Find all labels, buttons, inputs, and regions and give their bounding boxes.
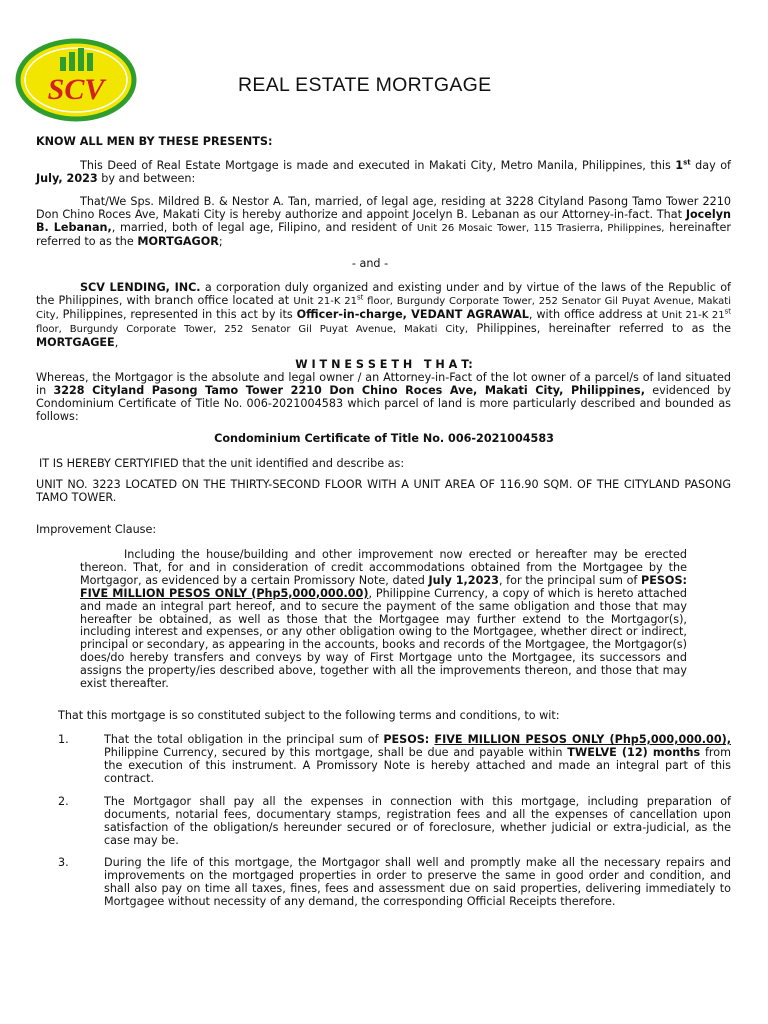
term-number: 2. (58, 795, 69, 808)
term-number: 3. (58, 856, 69, 869)
cct-heading: Condominium Certificate of Title No. 006-2021004583 (214, 432, 554, 445)
whereas-paragraph: Whereas, the Mortgagor is the absolute and legal owner / an Attorney-in-Fact of the lot owner of a parcel/s of land situated in 3228 Cityland Pasong Tamo Tower 2210 Don Chino Roces Ave, Makati City, Philippines, evidenced by Condominium Certificate of Title No. 006-2021004583 which parcel of land is more particularly described and bounded as follows: (36, 371, 731, 423)
improvement-paragraph: Including the house/building and other improvement now erected or hereafter may be erected thereon. That, for and in consideration of credit accommodations obtained from the Mortgagee by the Mortgagor, as evidenced by a certain Promissory Note, dated July 1,2023, for the principal sum of PESOS: FIVE MILLION PESOS ONLY (Php5,000,000.00), Philippine Currency, a copy of which is hereto attached and made an integral part hereof, and to secure the payment of the same obligation and those that may hereafter be obtained, as well as those that the Mortgagee may further extend to the Mortgagor(s), including interest and expenses, or any other obligation owing to the Mortgagee, whether direct or indirect, principal or secondary, as appearing in the accounts, books and records of the Mortgagee, the Mortgagor(s) does/do hereby transfers and conveys by way of First Mortgage unto the Mortgagee, its successors and assigns the property/ies described above, together with all the improvements thereon, and those that may exist thereafter. (80, 548, 687, 691)
svg-text:SCV: SCV (47, 73, 105, 106)
and-separator: - and - (351, 257, 389, 270)
mortgagee-paragraph: SCV LENDING, INC. a corporation duly organized and existing under and by virtue of the laws of the Republic of the Philippines, with branch office located at Unit 21-K 21st floor, Burgundy Corporate Tower, 252 Senator Gil Puyat Avenue, Makati City, Philippines, represented in this act by its Officer-in-charge, VEDANT AGRAWAL, with office address at Unit 21-K 21st floor, Burgundy Corporate Tower, 252 Senator Gil Puyat Avenue, Makati City, Philippines, hereinafter referred to as the MORTGAGEE, (36, 281, 731, 349)
unit-description: UNIT NO. 3223 LOCATED ON THE THIRTY-SECOND FLOOR WITH A UNIT AREA OF 116.90 SQM. OF THE CITYLAND PASONG TAMO TOWER. (36, 478, 731, 504)
constituted-line: That this mortgage is so constituted subject to the following terms and conditions, to wit: (58, 709, 560, 722)
certified-line: IT IS HEREBY CERTYIFIED that the unit identified and describe as: (39, 457, 405, 470)
witnesseth-heading: W I T N E S S E T H T H A T: (295, 358, 473, 371)
improvement-label: Improvement Clause: (36, 523, 157, 536)
mortgagor-paragraph: That/We Sps. Mildred B. & Nestor A. Tan, married, of legal age, residing at 3228 Cityland Pasong Tamo Tower 2210 Don Chino Roces Ave, Makati City is hereby authorize and appoint Jocelyn B. Lebanan as our Attorney-in-fact. That Jocelyn B. Lebanan,, married, both of legal age, Filipino, and resident of Unit 26 Mosaic Tower, 115 Trasierra, Philippines, hereinafter referred to as the MORTGAGOR; (36, 195, 731, 248)
term-number: 1. (58, 733, 69, 746)
know-all-heading: KNOW ALL MEN BY THESE PRESENTS: (36, 135, 273, 148)
document-title: REAL ESTATE MORTGAGE (238, 74, 492, 96)
intro-paragraph: This Deed of Real Estate Mortgage is made and executed in Makati City, Metro Manila, Philippines, this 1st day of July, 2023 by and between: (36, 158, 731, 185)
term-item: The Mortgagor shall pay all the expenses in connection with this mortgage, including preparation of documents, notarial fees, documentary stamps, registration fees and all the expenses of cancellation upon satisfaction of the obligation/s hereunder secured or of foreclosure, whether judicial or extra-judicial, as the case may be. (104, 795, 731, 847)
scv-logo (14, 37, 138, 123)
term-item: During the life of this mortgage, the Mortgagor shall well and promptly make all the necessary repairs and improvements on the mortgaged properties in order to preserve the same in good order and condition, and shall also pay on time all taxes, fines, fees and assessment due on said properties, delivering immediately to Mortgagee without necessity of any demand, the corresponding Official Receipts therefore. (104, 856, 731, 908)
term-item: That the total obligation in the principal sum of PESOS: FIVE MILLION PESOS ONLY (Php5,000,000.00), Philippine Currency, secured by this mortgage, shall be due and payable within TWELVE (12) months from the execution of this instrument. A Promissory Note is hereby attached and made an integral part of this contract. (104, 733, 731, 785)
